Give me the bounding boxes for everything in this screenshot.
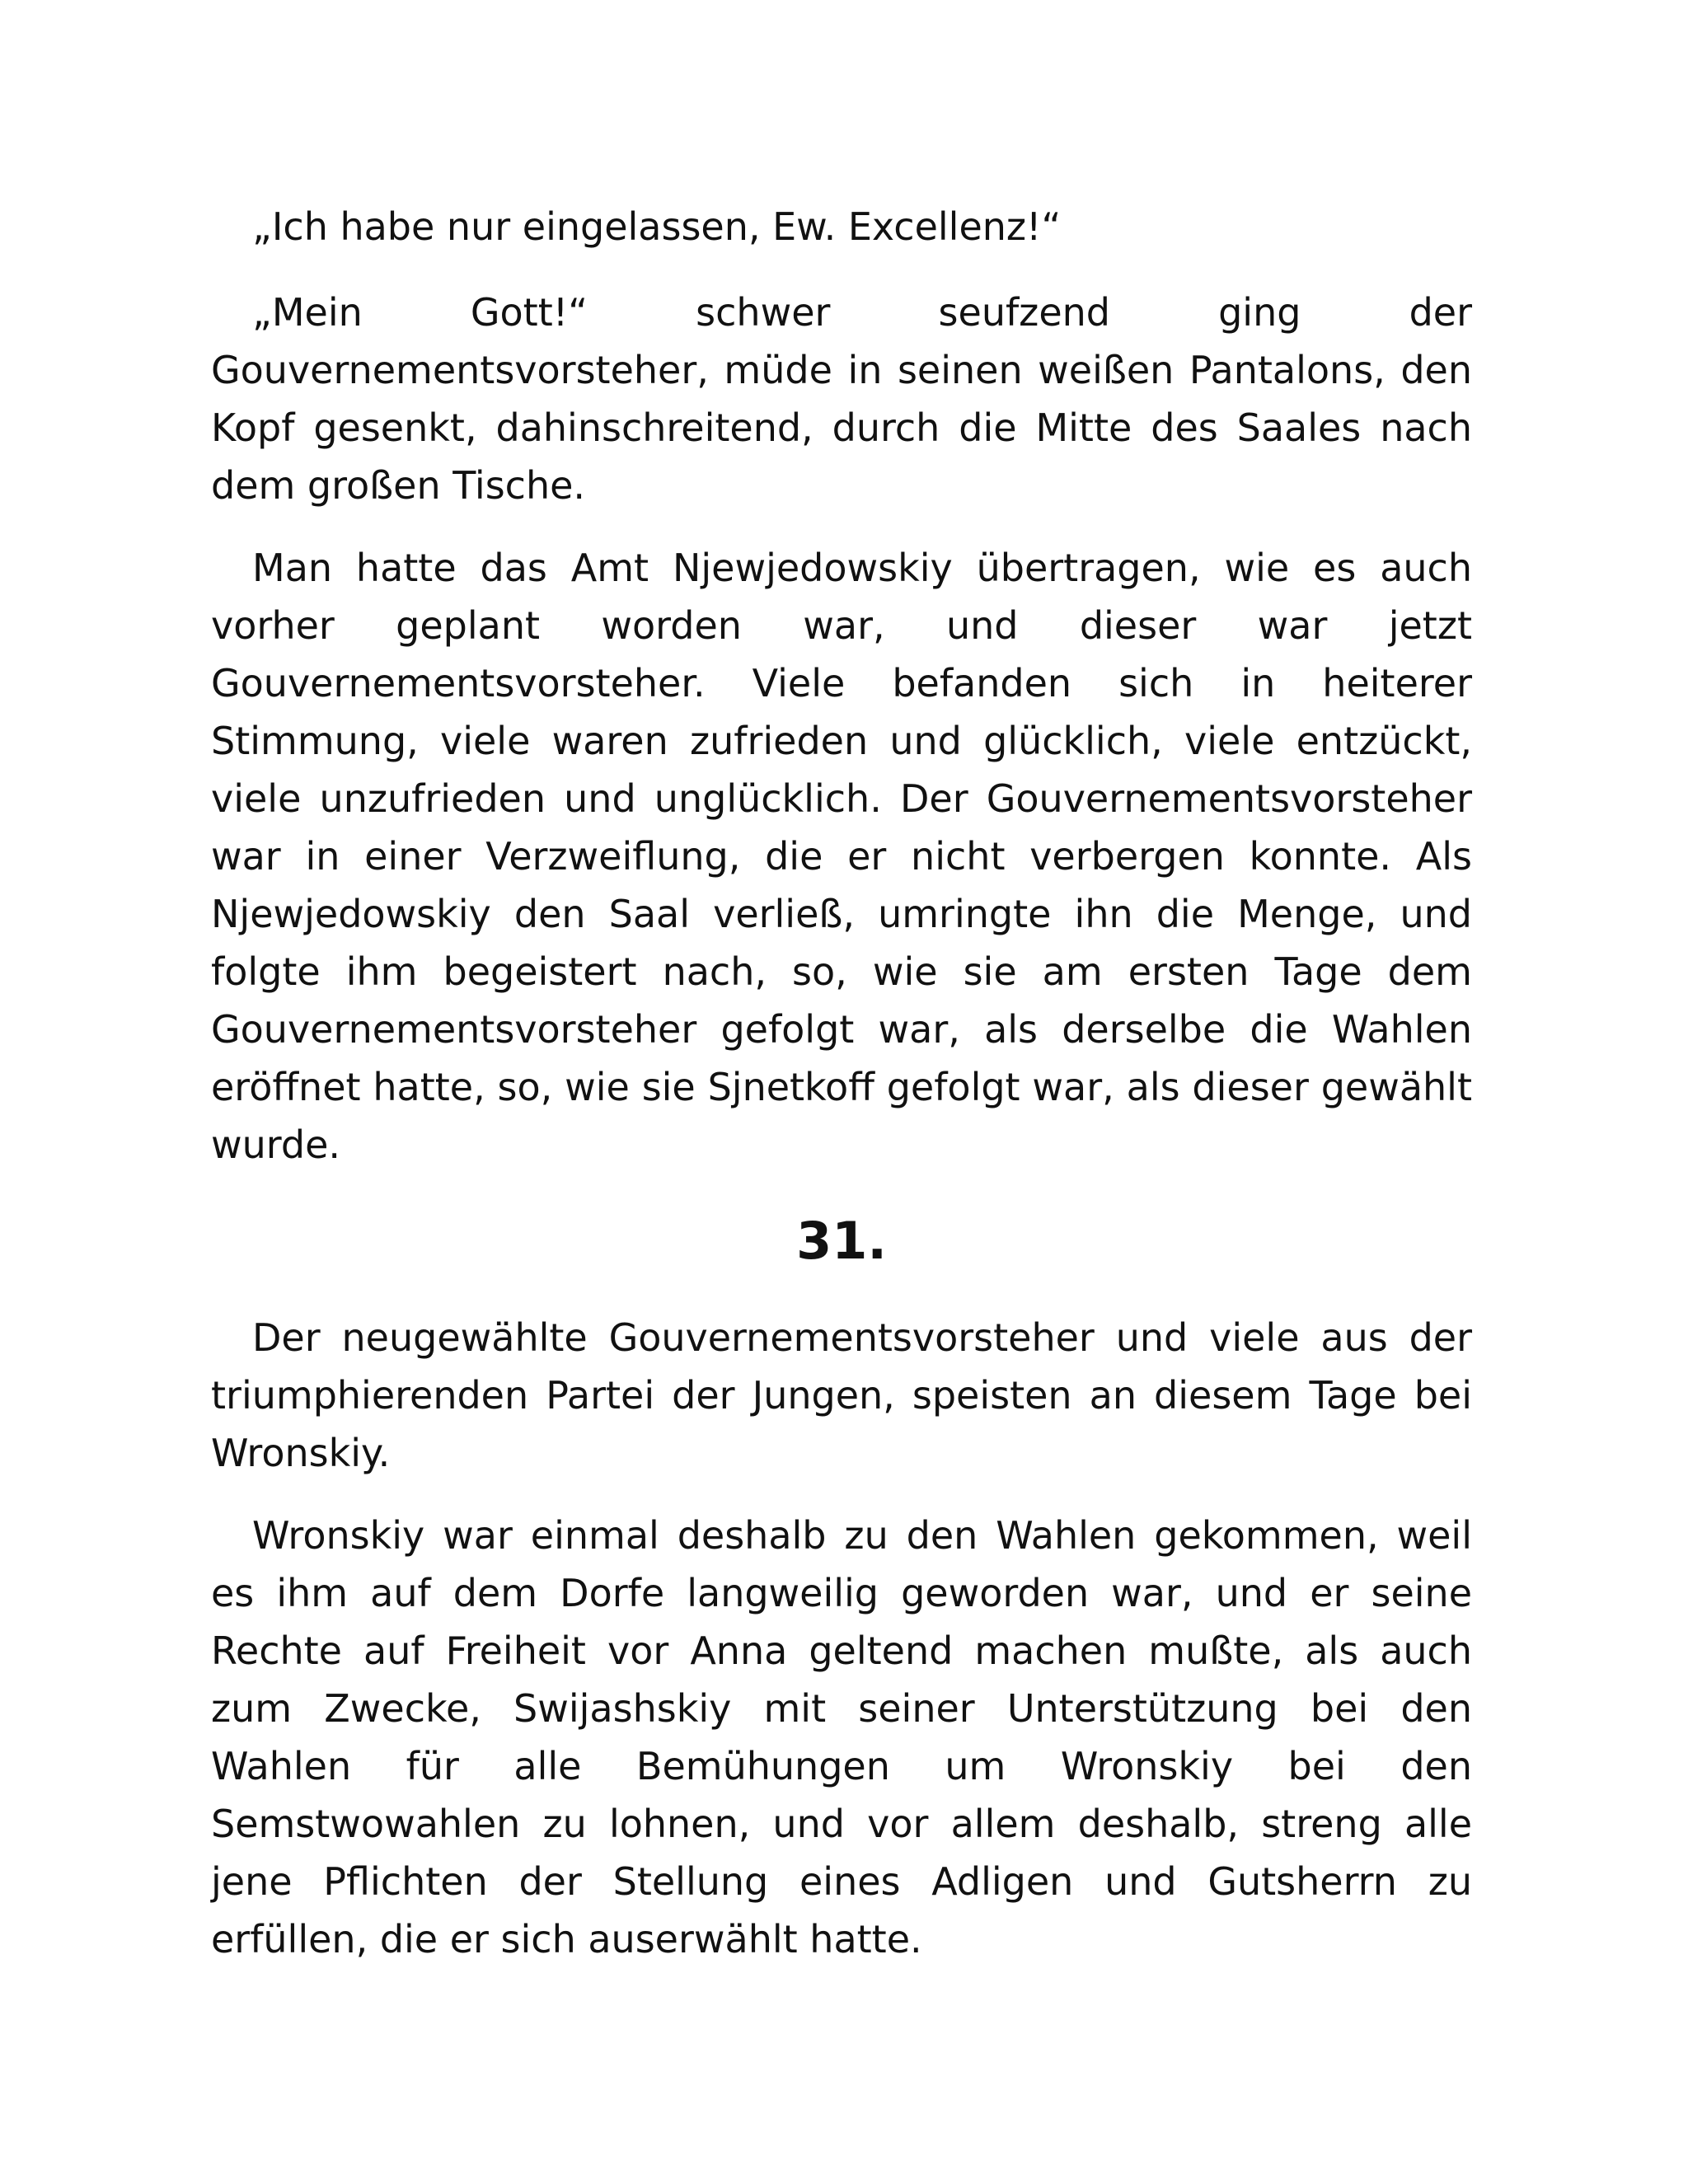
paragraph: „Ich habe nur eingelassen, Ew. Excellenz!“ [252,204,1062,249]
chapter-heading: 31. [796,1211,887,1271]
paragraph: Man hatte das Amt Njewjedowskiy übertragen, wie es auch vorher geplant worden war, und dieser war jetzt Gouvernementsvorsteher. Viele befanden sich in heiterer Stimmung, viele waren zufrieden und glücklich, viele entzückt, viele unzufrieden und unglücklich. Der Gouvernementsvorsteher war in einer Verzweiflung, die er nicht verbergen konnte. Als Njewjedowskiy den Saal verließ, umringte ihn die Menge, und folgte ihm begeistert nach, so, wie sie am ersten Tage dem Gouvernementsvorsteher gefolgt war, als derselbe die Wahlen eröffnet hatte, so, wie sie Sjnetkoff gefolgt war, als dieser gewählt wurde. [211,546,1472,1167]
paragraph: „Mein Gott!“ schwer seufzend ging der Gouvernementsvorsteher, müde in seinen weißen Pantalons, den Kopf gesenkt, dahinschreitend, durch die Mitte des Saales nach dem großen Tische. [211,290,1472,508]
book-page [211,198,1472,1993]
paragraph: Wronskiy war einmal deshalb zu den Wahlen gekommen, weil es ihm auf dem Dorfe langweilig geworden war, und er seine Rechte auf Freiheit vor Anna geltend machen mußte, als auch zum Zwecke, Swijashskiy mit seiner Unterstützung bei den Wahlen für alle Bemühungen um Wronskiy bei den Semstwowahlen zu lohnen, und vor allem deshalb, streng alle jene Pflichten der Stellung eines Adligen und Gutsherrn zu erfüllen, die er sich auserwählt hatte. [211,1513,1472,1961]
paragraph: Der neugewählte Gouvernementsvorsteher und viele aus der triumphierenden Partei der Jungen, speisten an diesem Tage bei Wronskiy. [211,1315,1472,1475]
